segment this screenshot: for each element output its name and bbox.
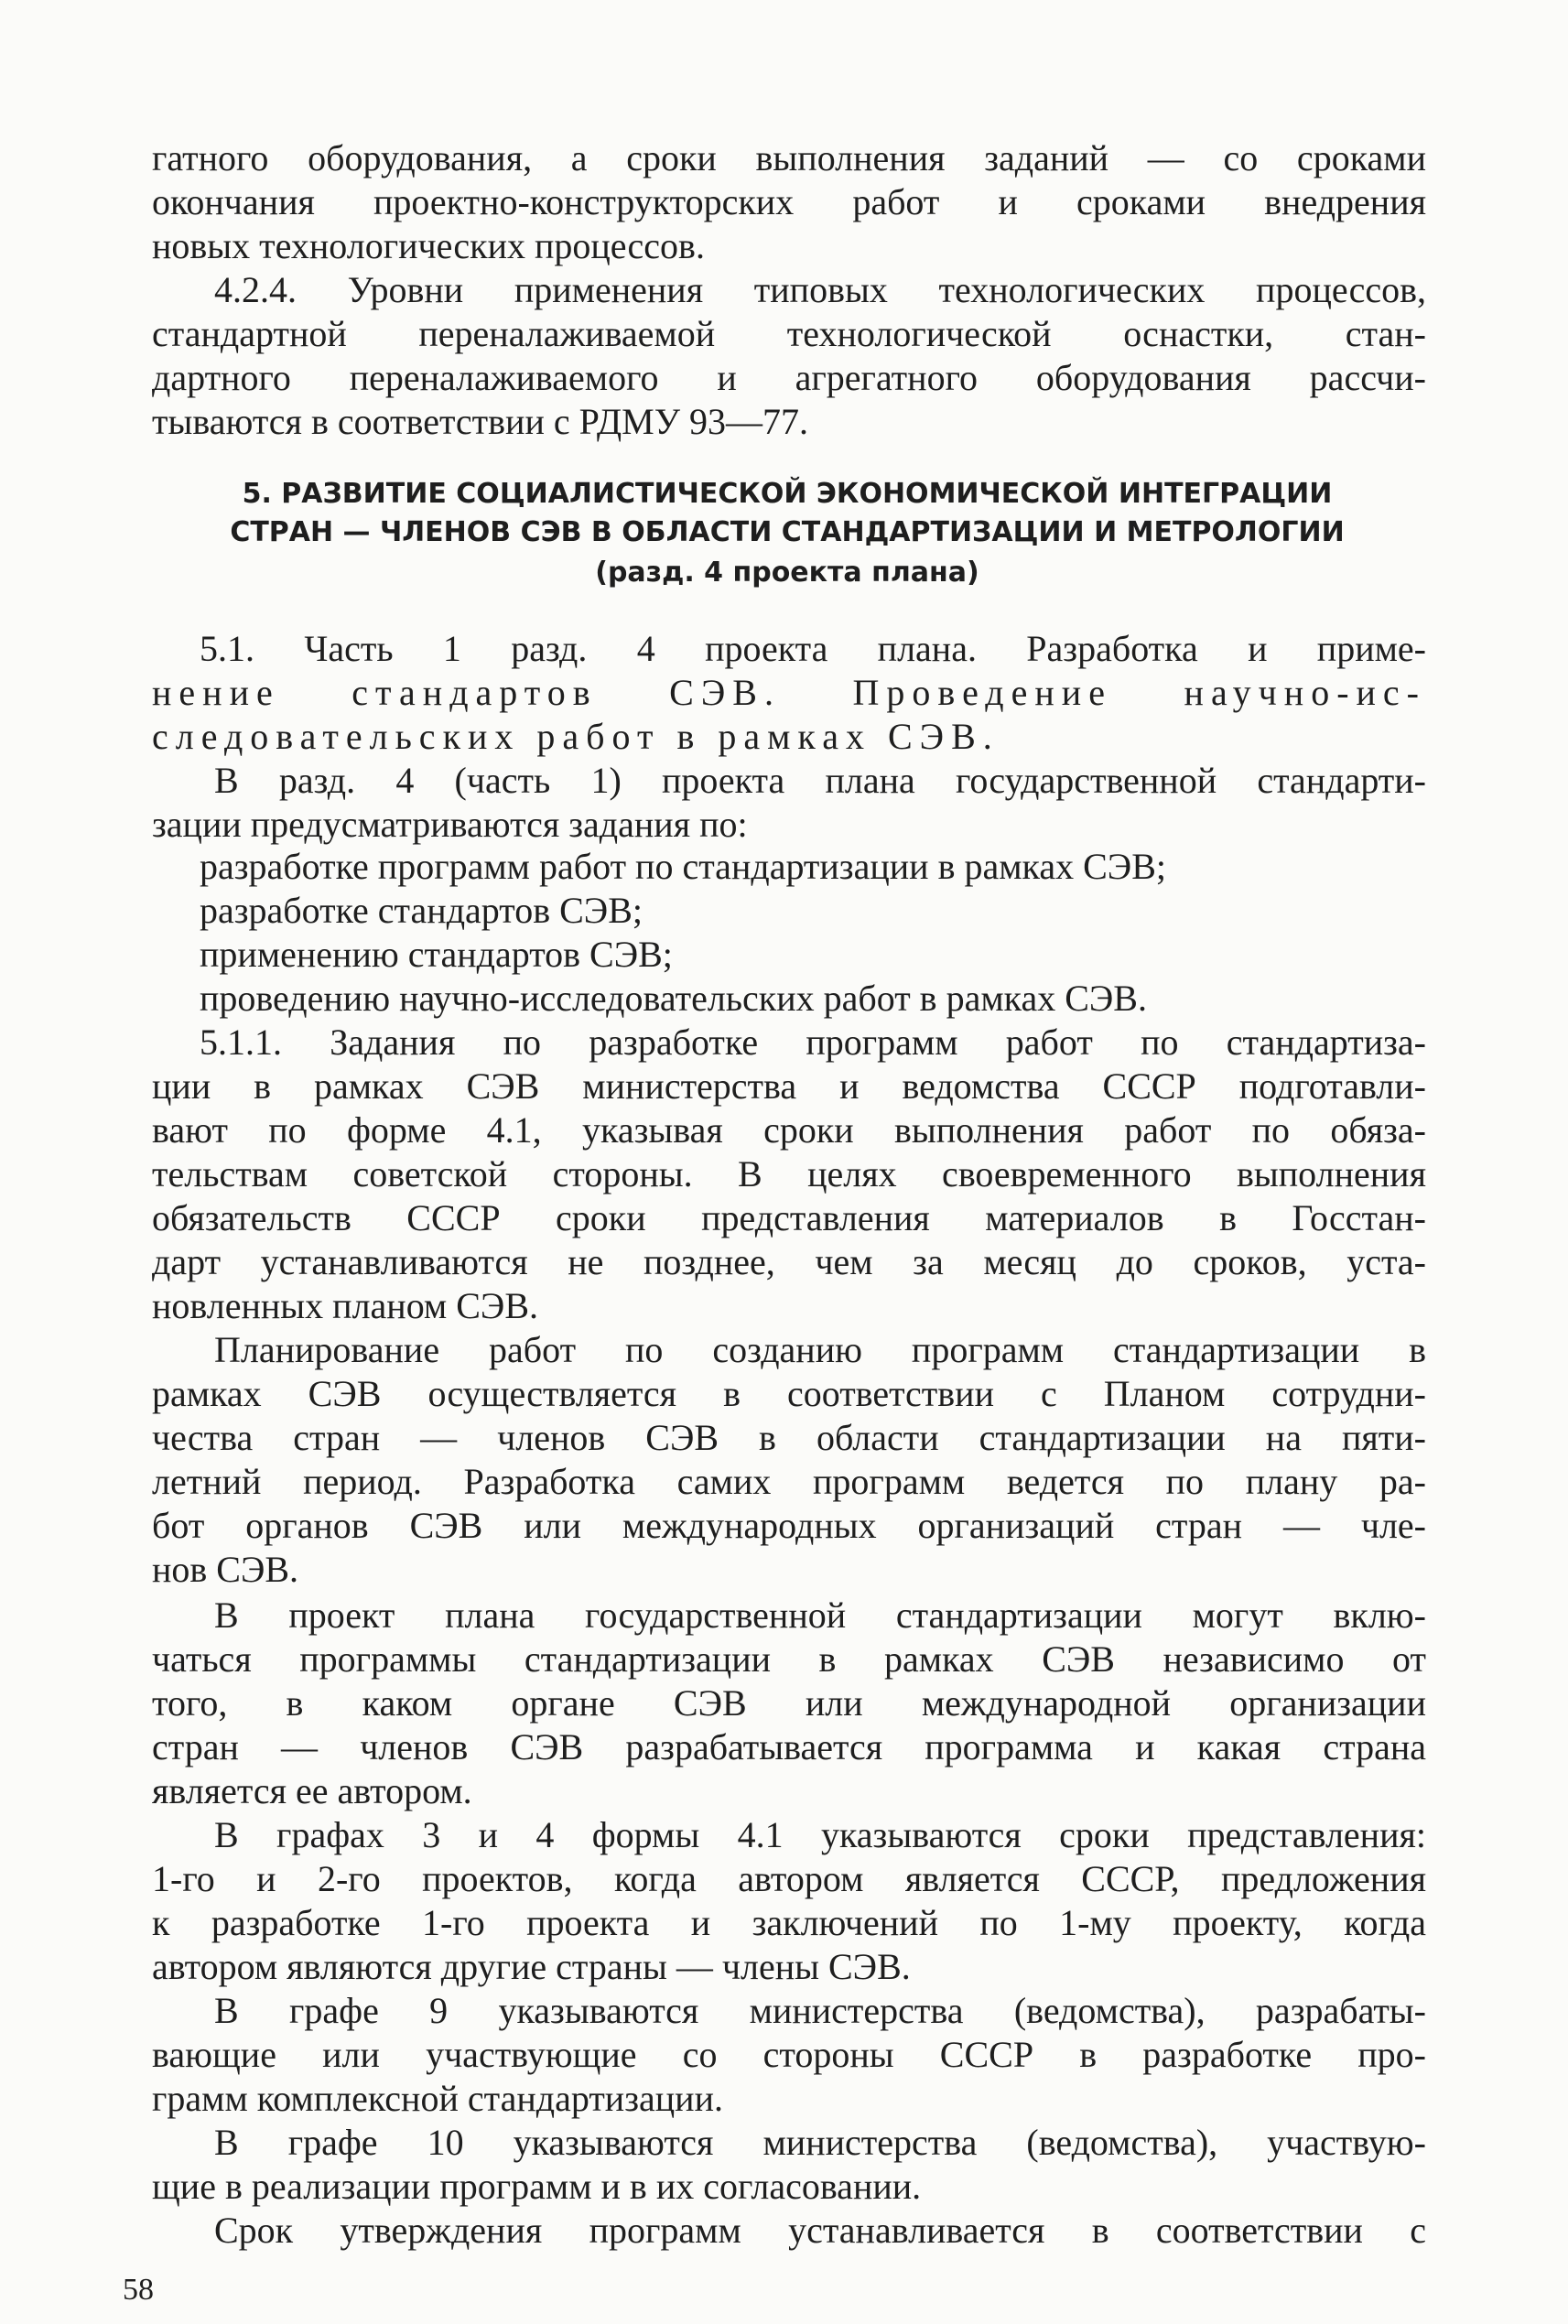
text-line: нов СЭВ. <box>152 1549 299 1590</box>
text-line: стран — членов СЭВ разрабатывается программа и какая страна <box>152 1726 1426 1767</box>
text-line: 4.2.4. Уровни применения типовых технологических процессов, <box>214 269 1426 310</box>
text-line: Планирование работ по созданию программ стандартизации в <box>214 1329 1426 1370</box>
text-line: Срок утверждения программ устанавливается в соответствии с <box>214 2210 1426 2251</box>
text-line: тываются в соответствии с РДМУ 93—77. <box>152 401 809 442</box>
section-heading-line-2: СТРАН — ЧЛЕНОВ СЭВ В ОБЛАСТИ СТАНДАРТИЗАЦИИ И МЕТРОЛОГИИ <box>230 516 1345 548</box>
text-line: гатного оборудования, а сроки выполнения заданий — со сроками <box>152 137 1426 178</box>
text-line: чества стран — членов СЭВ в области стандартизации на пяти- <box>152 1417 1426 1458</box>
page-number: 58 <box>123 2273 154 2307</box>
text-line: стандартной переналаживаемой технологической оснастки, стан- <box>152 313 1426 354</box>
text-line: В графе 10 указываются министерства (ведомства), участвую- <box>214 2122 1426 2163</box>
text-line: ции в рамках СЭВ министерства и ведомства СССР подготавли- <box>152 1065 1426 1107</box>
list-item: применению стандартов СЭВ; <box>200 934 673 975</box>
text-line: новых технологических процессов. <box>152 225 705 266</box>
text-line: вающие или участвующие со стороны СССР в разработке про- <box>152 2034 1426 2075</box>
text-line: летний период. Разработка самих программ ведется по плану ра- <box>152 1461 1426 1502</box>
text-line: 1-го и 2-го проектов, когда автором является СССР, предложения <box>152 1858 1426 1899</box>
text-line: 5.1. Часть 1 разд. 4 проекта плана. Разработка и приме- <box>200 628 1426 669</box>
text-line: того, в каком органе СЭВ или международной организации <box>152 1682 1426 1724</box>
text-line: вают по форме 4.1, указывая сроки выполнения работ по обяза- <box>152 1109 1426 1151</box>
text-line: В графе 9 указываются министерства (ведомства), разрабаты- <box>214 1990 1426 2031</box>
text-line: окончания проектно-конструкторских работ и сроками внедрения <box>152 181 1426 222</box>
text-line: дарт устанавливаются не позднее, чем за месяц до сроков, уста- <box>152 1241 1426 1282</box>
text-line: нение стандартов СЭВ. Проведение научно-ис- <box>152 672 1426 713</box>
text-line: грамм комплексной стандартизации. <box>152 2078 723 2119</box>
text-line: тельствам советской стороны. В целях своевременного выполнения <box>152 1153 1426 1194</box>
text-line: новленных планом СЭВ. <box>152 1285 539 1326</box>
text-line: 5.1.1. Задания по разработке программ работ по стандартиза- <box>200 1021 1426 1063</box>
list-item: разработке стандартов СЭВ; <box>200 890 643 931</box>
text-line: дартного переналаживаемого и агрегатного оборудования рассчи- <box>152 357 1426 398</box>
list-item: разработке программ работ по стандартизации в рамках СЭВ; <box>200 846 1166 887</box>
text-line: обязательств СССР сроки представления материалов в Госстан- <box>152 1197 1426 1238</box>
text-line: В графах 3 и 4 формы 4.1 указываются сроки представления: <box>214 1814 1426 1855</box>
text-line: В проект плана государственной стандартизации могут вклю- <box>214 1594 1426 1636</box>
section-subheading: (разд. 4 проекта плана) <box>595 557 979 589</box>
list-item: проведению научно-исследовательских работ в рамках СЭВ. <box>200 978 1147 1019</box>
text-line: автором являются другие страны — члены СЭВ. <box>152 1946 911 1987</box>
text-line: бот органов СЭВ или международных организаций стран — чле- <box>152 1505 1426 1546</box>
text-line: следовательских работ в рамках СЭВ. <box>152 716 1000 757</box>
text-line: рамках СЭВ осуществляется в соответствии с Планом сотрудни- <box>152 1373 1426 1414</box>
text-line: к разработке 1-го проекта и заключений по 1-му проекту, когда <box>152 1902 1426 1943</box>
text-line: чаться программы стандартизации в рамках СЭВ независимо от <box>152 1638 1426 1680</box>
text-line: является ее автором. <box>152 1770 472 1811</box>
text-line: В разд. 4 (часть 1) проекта плана государственной стандарти- <box>214 760 1426 801</box>
text-line: щие в реализации программ и в их согласовании. <box>152 2166 922 2207</box>
text-line: зации предусматриваются задания по: <box>152 804 748 845</box>
section-heading-line-1: 5. РАЗВИТИЕ СОЦИАЛИСТИЧЕСКОЙ ЭКОНОМИЧЕСКОЙ ИНТЕГРАЦИИ <box>242 478 1333 510</box>
